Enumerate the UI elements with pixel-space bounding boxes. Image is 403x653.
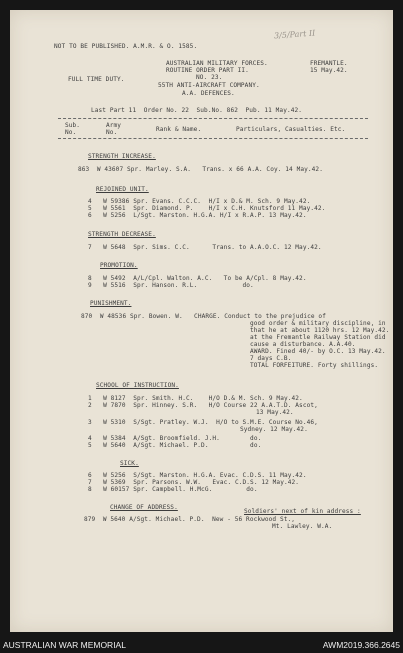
record-line: 8 W 60157 Spr. Campbell. H.McG. do.	[88, 486, 258, 493]
org-line-1: AUSTRALIAN MILITARY FORCES.	[166, 60, 268, 67]
record-line: AWARD. Fined 40/- by O.C. 13 May.42.	[250, 348, 386, 355]
record-line: good order & military discipline, in	[250, 320, 386, 327]
section-heading: PROMOTION.	[100, 262, 138, 269]
order-date: 15 May.42.	[310, 67, 348, 74]
unit-name: 55TH ANTI-AIRCRAFT COMPANY.	[158, 82, 260, 89]
col-rank-name: Rank & Name.	[156, 126, 202, 133]
record-line: that he at about 1120 hrs. 12 May.42.	[250, 327, 390, 334]
record-line: 1 W 8127 Spr. Smith. H.C. H/O D.& M. Sch. 9 May.42.	[88, 395, 303, 402]
record-line: at the Fremantle Railway Station did	[250, 334, 386, 341]
footer-credit: AUSTRALIAN WAR MEMORIAL	[3, 640, 126, 650]
record-line: 7 W 5648 Spr. Sims. C.C. Trans. to A.A.O.C. 12 May.42.	[88, 244, 322, 251]
record-line: TOTAL FORFEITURE. Forty shillings.	[250, 362, 379, 369]
record-line: Sydney. 12 May.42.	[240, 426, 308, 433]
col-army-no: Army No.	[106, 122, 122, 137]
record-line: 6 W 5256 L/Sgt. Marston. H.G.A. H/I x R.A.P. 13 May.42.	[88, 212, 307, 219]
org-line-2: ROUTINE ORDER PART II.	[166, 67, 249, 74]
divider	[58, 138, 368, 139]
location: FREMANTLE.	[310, 60, 348, 67]
record-line: 13 May.42.	[256, 409, 294, 416]
record-line: 7 W 5369 Spr. Parsons. W.W. Evac. C.D.S. 12 May.42.	[88, 479, 300, 486]
document-page	[10, 10, 393, 632]
pencil-annotation: 3/5/Part II	[273, 28, 316, 41]
address-note: Soldiers' next of kin address :	[244, 508, 361, 515]
record-line: 879 W 5640 A/Sgt. Michael. P.D. New - 56 Rockwood St.,	[84, 516, 296, 523]
record-line: 9 W 5516 Spr. Hanson. R.L. do.	[88, 282, 254, 289]
record-line: 2 W 7870 Spr. Hinney. S.R. H/O Course 22 A.A.T.D. Ascot,	[88, 402, 318, 409]
not-published-notice: NOT TO BE PUBLISHED. A.M.R. & O. 1585.	[54, 43, 198, 50]
record-line: Mt. Lawley. W.A.	[272, 523, 333, 530]
col-sub-no: Sub. No.	[65, 122, 81, 137]
record-line: 3 W 5310 S/Sgt. Pratley. W.J. H/O to S.M.E. Course No.46,	[88, 419, 318, 426]
record-line: 863 W 43607 Spr. Marley. S.A. Trans. x 66 A.A. Coy. 14 May.42.	[78, 166, 323, 173]
section-heading: SICK.	[120, 460, 139, 467]
record-line: 870 W 48536 Spr. Bowen. W. CHARGE. Conduct to the prejudice of	[81, 313, 326, 320]
section-heading: STRENGTH DECREASE.	[88, 231, 156, 238]
record-line: 8 W 5492 A/L/Cpl. Walton. A.C. To be A/Cpl. 8 May.42.	[88, 275, 307, 282]
full-time-duty: FULL TIME DUTY.	[68, 76, 125, 83]
record-line: 7 days C.B.	[250, 355, 292, 362]
record-line: cause a disturbance. A.A.40.	[250, 341, 356, 348]
section-heading: REJOINED UNIT.	[96, 186, 149, 193]
last-part-line: Last Part 11 Order No. 22 Sub.No. 862 Pub. 11 May.42.	[91, 107, 303, 114]
record-line: 5 W 5640 A/Sgt. Michael. P.D. do.	[88, 442, 262, 449]
record-line: 4 W 59386 Spr. Evans. C.C.C. H/I x D.& M. Sch. 9 May.42.	[88, 198, 311, 205]
footer-accession-number: AWM2019.366.2645	[322, 640, 400, 650]
record-line: 4 W 5384 A/Sgt. Broomfield. J.H. do.	[88, 435, 262, 442]
divider	[58, 118, 368, 119]
col-particulars: Particulars, Casualties. Etc.	[236, 126, 346, 133]
section-heading: SCHOOL OF INSTRUCTION.	[96, 382, 179, 389]
section-heading: CHANGE OF ADDRESS.	[110, 504, 178, 511]
section-heading: STRENGTH INCREASE.	[88, 153, 156, 160]
order-number: NO. 23.	[196, 74, 223, 81]
section-heading: PUNISHMENT.	[90, 300, 132, 307]
unit-sub-name: A.A. DEFENCES.	[182, 90, 235, 97]
record-line: 5 W 5561 Spr. Diamond. P. H/I x C.H. Knutsford 11 May.42.	[88, 205, 326, 212]
record-line: 6 W 5256 S/Sgt. Marston. H.G.A. Evac. C.D.S. 11 May.42.	[88, 472, 307, 479]
